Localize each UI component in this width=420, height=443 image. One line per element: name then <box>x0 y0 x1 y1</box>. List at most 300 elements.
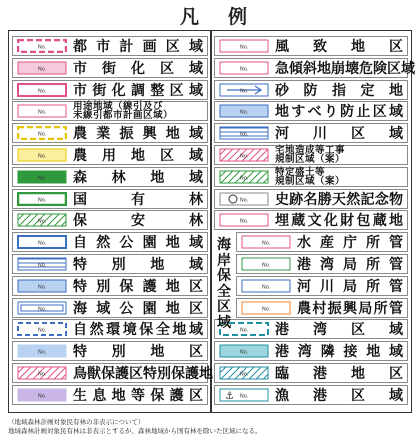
svg-text:No.: No. <box>38 131 47 138</box>
legend-label-char: 地 <box>150 257 165 273</box>
legend-label-char: 蔵 <box>291 213 306 230</box>
legend-swatch <box>219 344 269 358</box>
left-legend-row <box>12 145 208 165</box>
left-legend-row <box>12 101 208 121</box>
legend-label-char: 記 <box>360 191 375 208</box>
legend-label <box>73 277 203 295</box>
side-label-char: 区 <box>217 299 231 315</box>
legend-label-char: 崩 <box>331 60 345 77</box>
legend-label-char: 念 <box>374 191 389 208</box>
legend-label-char: 農 <box>73 126 87 143</box>
legend-label <box>73 124 203 142</box>
legend-label-char: 地 <box>275 104 289 121</box>
legend-label-char: 地 <box>199 366 213 382</box>
legend-swatch <box>241 301 291 315</box>
legend-label-char: 業 <box>96 126 111 143</box>
legend-label-char: 別 <box>111 344 126 361</box>
legend-label-char: 興 <box>342 300 357 317</box>
svg-text:No.: No. <box>240 393 249 400</box>
legend-swatch <box>219 148 269 162</box>
legend-label-char: 庁 <box>343 235 357 252</box>
legend-swatch <box>219 213 269 227</box>
legend-swatch <box>17 322 67 336</box>
legend-swatch <box>219 170 269 184</box>
footnote-text: 地域森林計画対象民有林は非表示とするが、森林地域から国有林を除いた区域になる。 <box>8 427 262 435</box>
legend-label-char: 河 <box>297 278 311 295</box>
legend-label-char: 域 <box>389 126 403 143</box>
right-legend-row <box>214 123 408 143</box>
legend-label-char: 定 <box>360 82 375 99</box>
legend-title-char-2: 例 <box>228 6 248 28</box>
legend-swatch <box>17 257 67 271</box>
legend-label-char: 区 <box>188 300 203 317</box>
legend-label-char: 名 <box>303 191 318 208</box>
legend-label-char: 保 <box>73 213 87 230</box>
right-legend-row <box>236 232 408 252</box>
legend-label-char: 隣 <box>320 344 335 361</box>
legend-label-char: 安 <box>131 213 145 230</box>
legend-label-char: べ <box>307 104 322 121</box>
legend-label-char: 農 <box>73 148 87 164</box>
legend-label-char: 砂 <box>275 82 289 99</box>
legend-label-char: 険 <box>373 60 387 77</box>
legend-label-char: 漁 <box>275 387 289 404</box>
right-legend-row <box>214 385 408 405</box>
legend-label <box>73 255 203 273</box>
legend-label-char: 自 <box>73 322 87 339</box>
legend-label-char: 保 <box>150 387 165 404</box>
legend-label <box>275 102 403 120</box>
left-legend-row <box>12 363 213 383</box>
legend-label <box>297 255 403 273</box>
legend-label-char: 域 <box>188 82 203 99</box>
legend-label <box>275 190 403 208</box>
legend-label-char: 園 <box>142 235 157 252</box>
legend-label-char: 致 <box>313 39 327 55</box>
legend-label-char: 興 <box>142 126 157 143</box>
legend-label-char: 用 <box>102 148 116 164</box>
left-legend-row <box>12 36 208 56</box>
legend-label-char: 特 <box>73 278 87 295</box>
svg-text:No.: No. <box>38 306 47 313</box>
legend-label <box>73 233 203 251</box>
legend-label-char: 化 <box>131 60 145 77</box>
legend-label-char: 地 <box>388 213 403 230</box>
legend-label-char: 所 <box>373 300 388 317</box>
svg-text:⚓: ⚓ <box>225 390 234 402</box>
left-legend-row <box>12 80 208 100</box>
legend-label <box>73 320 203 338</box>
left-legend-row <box>12 276 208 296</box>
svg-text:No.: No. <box>38 393 47 400</box>
svg-text:No.: No. <box>262 262 271 269</box>
legend-label-char: 地 <box>172 322 187 339</box>
legend-label <box>275 146 403 164</box>
legend-label-char: 域 <box>389 322 403 339</box>
legend-label-char: 斜 <box>303 60 317 77</box>
legend-label-char: 防 <box>303 82 318 99</box>
legend-label-char: 止 <box>356 104 371 121</box>
legend-label-char: 地 <box>111 387 126 404</box>
legend-label-line: 特定盛土等 <box>275 166 326 178</box>
left-legend-row <box>12 123 208 143</box>
legend-label-char: 区 <box>351 322 365 339</box>
legend-label-char: 等 <box>130 387 145 404</box>
legend-label <box>73 364 213 382</box>
legend-label-char: 局 <box>343 278 357 295</box>
svg-text:No.: No. <box>240 175 249 182</box>
legend-label-char: 接 <box>343 344 358 361</box>
legend-label <box>297 233 403 251</box>
legend-label-char: 市 <box>96 39 111 55</box>
legend-swatch <box>219 366 269 380</box>
legend-label-char: 保 <box>171 366 185 382</box>
legend-label-char: 然 <box>346 191 361 208</box>
legend-swatch <box>17 126 67 140</box>
legend-label-line: 規制区域（案） <box>275 154 346 165</box>
legend-label-char: す <box>291 104 306 121</box>
legend-swatch <box>17 388 67 402</box>
side-label-char: 海 <box>217 237 231 253</box>
legend-label-char: 保 <box>139 322 154 339</box>
legend-title <box>0 0 420 26</box>
legend-label-char: 蔵 <box>372 213 387 230</box>
legend-label-char: 村 <box>312 300 327 317</box>
left-legend-row <box>12 167 208 187</box>
svg-text:No.: No. <box>38 284 47 291</box>
legend-swatch <box>17 170 67 184</box>
footnote-heading: （地域森林計画対象民有林の非表示について） <box>8 418 145 426</box>
legend-swatch <box>17 192 67 206</box>
legend-label-char: 護 <box>115 366 129 382</box>
legend-label-char: 川 <box>320 278 334 295</box>
legend-label <box>73 37 203 55</box>
legend-label-char: 区 <box>160 60 174 77</box>
legend-label-char: 都 <box>73 39 87 55</box>
legend-label-char: 地 <box>150 344 165 361</box>
legend-label-char: 跡 <box>289 191 304 208</box>
legend-label-line: 宅地造成等工事 <box>275 145 346 156</box>
legend-label-char: 域 <box>189 60 203 77</box>
legend-label-char: 風 <box>275 39 289 55</box>
legend-label-char: 財 <box>340 213 355 230</box>
legend-label <box>73 342 203 360</box>
legend-label-char: 埋 <box>275 213 289 230</box>
legend-label-char: 域 <box>188 169 203 186</box>
left-legend-row <box>12 385 208 405</box>
svg-text:No.: No. <box>240 131 249 138</box>
legend-label-char: 物 <box>389 191 403 208</box>
legend-label-char: 勝 <box>317 191 332 208</box>
legend-label-char: 区 <box>188 344 203 361</box>
svg-text:No.: No. <box>262 284 271 291</box>
legend-label-char: 包 <box>356 213 371 230</box>
legend-label-char: 市 <box>73 82 87 99</box>
legend-label-char: 計 <box>119 39 134 55</box>
right-legend-row <box>236 276 408 296</box>
legend-label-char: 所 <box>366 257 380 273</box>
svg-text:No.: No. <box>240 44 249 51</box>
legend-swatch <box>241 257 291 271</box>
legend-label-char: 管 <box>389 257 403 273</box>
legend-label-char: 護 <box>169 387 184 404</box>
legend-label-char: 環 <box>106 322 121 339</box>
legend-label <box>275 59 415 77</box>
legend-label-char: 公 <box>119 235 134 252</box>
legend-label-char: 区 <box>387 60 401 77</box>
legend-label-char: 国 <box>73 191 87 208</box>
svg-text:No.: No. <box>38 153 47 160</box>
legend-label-char: 区 <box>129 366 143 382</box>
legend-label-char: 特 <box>73 257 87 273</box>
legend-label-char: 河 <box>275 126 289 143</box>
svg-text:No.: No. <box>262 240 271 247</box>
right-legend-row <box>214 101 408 121</box>
legend-label-char: 指 <box>332 82 346 99</box>
legend-label-char: 史 <box>275 191 289 208</box>
legend-label-line: 未線引都市計画区域） <box>73 110 174 122</box>
right-legend-row <box>214 319 408 339</box>
right-legend-row <box>214 167 408 187</box>
legend-swatch <box>17 235 67 249</box>
legend-label-char: 息 <box>92 387 107 404</box>
legend-label-char: 域 <box>189 148 203 164</box>
legend-label-char: 地 <box>165 300 180 317</box>
svg-text:No.: No. <box>38 44 47 51</box>
legend-swatch <box>219 388 269 402</box>
svg-text:No.: No. <box>38 175 47 182</box>
svg-text:No.: No. <box>38 349 47 356</box>
legend-label <box>73 102 203 120</box>
legend-label-char: 区 <box>351 387 365 404</box>
legend-label-char: 地 <box>131 148 145 164</box>
svg-text:No.: No. <box>240 153 249 160</box>
legend-label-char: 森 <box>73 169 87 186</box>
legend-label-char: 護 <box>142 278 157 295</box>
svg-text:No.: No. <box>38 327 47 334</box>
legend-label-char: 区 <box>169 82 184 99</box>
legend-label-char: 域 <box>188 257 203 273</box>
right-legend-row <box>236 254 408 274</box>
svg-text:No.: No. <box>240 218 249 225</box>
right-legend-row <box>214 189 408 209</box>
legend-label-char: 管 <box>388 300 403 317</box>
legend-label-char: 市 <box>73 60 87 77</box>
legend-label-char: 区 <box>372 104 387 121</box>
legend-label-char: 特 <box>73 344 87 361</box>
legend-label-char: 急 <box>275 60 289 77</box>
legend-swatch <box>219 192 269 206</box>
svg-text:No.: No. <box>38 371 47 378</box>
legend-label-char: 域 <box>188 39 203 55</box>
column-divider <box>210 30 212 413</box>
svg-text:No.: No. <box>240 197 249 204</box>
legend-swatch <box>17 148 67 162</box>
svg-text:No.: No. <box>38 66 47 73</box>
legend-label-char: 地 <box>317 60 331 77</box>
legend-label-char: 港 <box>313 387 327 404</box>
legend-label-char: 境 <box>122 322 137 339</box>
legend-label-char: 区 <box>188 278 203 295</box>
legend-label-char: 地 <box>351 39 365 55</box>
legend-swatch <box>17 366 67 380</box>
left-legend-row <box>12 189 208 209</box>
legend-label-char: 別 <box>157 366 171 382</box>
legend-label-char: 農 <box>297 300 311 317</box>
legend-label-char: 保 <box>101 366 115 382</box>
legend-label-char: 整 <box>150 82 165 99</box>
legend-label-char: 別 <box>111 257 126 273</box>
legend-label <box>297 277 403 295</box>
legend-swatch <box>17 39 67 53</box>
svg-text:No.: No. <box>38 218 47 225</box>
legend-label-char: り <box>323 104 338 121</box>
legend-label-char: 域 <box>188 322 203 339</box>
legend-swatch <box>219 39 269 53</box>
svg-text:No.: No. <box>262 306 271 313</box>
legend-swatch <box>17 279 67 293</box>
legend-label <box>297 299 403 317</box>
legend-label-char: 域 <box>188 126 203 143</box>
legend-label <box>275 168 403 186</box>
svg-text:No.: No. <box>38 197 47 204</box>
legend-label <box>275 37 403 55</box>
legend-swatch <box>17 344 67 358</box>
legend-label <box>275 342 403 360</box>
legend-label-char: 壊 <box>345 60 359 77</box>
legend-label-char: 臨 <box>275 366 289 382</box>
legend-label-char: 区 <box>188 387 203 404</box>
legend-label-char: 調 <box>130 82 145 99</box>
legend-label <box>275 81 403 99</box>
left-legend-row <box>12 58 208 78</box>
legend-label-char: 区 <box>351 126 365 143</box>
right-legend-row <box>214 80 408 100</box>
legend-label-char: 林 <box>111 169 126 186</box>
legend-label-char: 域 <box>96 300 111 317</box>
legend-swatch <box>17 213 67 227</box>
legend-label-char: 所 <box>366 235 380 252</box>
legend-label <box>73 211 203 229</box>
legend-label-char: 有 <box>131 191 145 208</box>
side-label-char: 域 <box>217 314 231 331</box>
legend-label-char: 文 <box>307 213 322 230</box>
right-legend-row <box>214 341 408 361</box>
legend-label-char: 然 <box>89 322 104 339</box>
svg-text:No.: No. <box>38 262 47 269</box>
legend-label <box>73 299 203 317</box>
legend-label-char: 自 <box>73 235 87 252</box>
legend-label <box>275 124 403 142</box>
right-legend-row <box>214 363 408 383</box>
right-legend-row <box>214 58 415 78</box>
legend-label-char: 画 <box>142 39 157 55</box>
legend-label-char: 街 <box>92 82 107 99</box>
right-legend-row <box>236 298 408 318</box>
left-legend-row <box>12 319 208 339</box>
svg-text:No.: No. <box>240 109 249 116</box>
svg-text:No.: No. <box>240 327 249 334</box>
legend-label-char: 保 <box>119 278 134 295</box>
legend-label-char: 川 <box>313 126 327 143</box>
svg-text:No.: No. <box>38 88 47 95</box>
legend-label <box>275 386 403 404</box>
legend-label-char: 林 <box>189 213 203 230</box>
svg-text:No.: No. <box>240 88 249 95</box>
legend-label-char: 管 <box>389 235 403 252</box>
legend-label-line: 用途地域（線引及び <box>73 101 164 113</box>
legend-label-char: 港 <box>297 257 311 273</box>
legend-label-char: 振 <box>327 300 342 317</box>
legend-label-char: 然 <box>96 235 111 252</box>
legend-label-char: 域 <box>388 344 403 361</box>
legend-label-char: 地 <box>165 126 180 143</box>
legend-swatch <box>219 126 269 140</box>
side-label-char: 岸 <box>217 252 231 269</box>
legend-label-char: 湾 <box>297 344 312 361</box>
legend-label-char: 護 <box>185 366 199 382</box>
legend-label-char: 街 <box>102 60 116 77</box>
side-label-char: 保 <box>217 268 231 284</box>
legend-label-char: 域 <box>389 387 403 404</box>
right-legend-row <box>214 36 408 56</box>
legend-label-char: 湾 <box>320 257 334 273</box>
legend-swatch <box>241 279 291 293</box>
footnotes <box>8 418 262 436</box>
legend-swatch <box>17 104 67 118</box>
legend-label-char: 域 <box>188 235 203 252</box>
legend-label-char: 域 <box>388 104 403 121</box>
legend-swatch <box>219 61 269 75</box>
legend-label <box>73 59 203 77</box>
legend-label-char: 地 <box>150 169 165 186</box>
legend-swatch <box>17 301 67 315</box>
left-legend-row <box>12 210 208 230</box>
legend-label-line: 規制区域（案） <box>275 175 346 187</box>
legend-label-char: 地 <box>351 366 365 382</box>
legend-label-char: 園 <box>142 300 157 317</box>
legend-label-char: 鳥 <box>73 366 87 382</box>
legend-label-char: 港 <box>275 344 289 361</box>
legend-label-char: 化 <box>111 82 126 99</box>
legend-label-char: 所 <box>366 278 380 295</box>
legend-label-char: 別 <box>96 278 111 295</box>
legend-label-char: 港 <box>313 366 327 382</box>
legend-swatch <box>219 83 269 97</box>
svg-text:No.: No. <box>240 349 249 356</box>
legend-label-char: 港 <box>275 322 289 339</box>
right-legend-row <box>214 145 408 165</box>
svg-text:No.: No. <box>240 66 249 73</box>
legend-label-char: 区 <box>160 148 174 164</box>
left-legend-row <box>12 298 208 318</box>
legend-label-char: 地 <box>165 278 180 295</box>
legend-label-char: 危 <box>359 60 373 77</box>
legend-label-char: 公 <box>119 300 134 317</box>
legend-label-char: 地 <box>366 344 381 361</box>
legend-swatch <box>219 104 269 118</box>
legend-label-char: 域 <box>401 60 415 77</box>
legend-label-char: 水 <box>297 235 311 252</box>
legend-label-char: 防 <box>340 104 355 121</box>
left-legend-row <box>12 254 208 274</box>
legend-label-char: 特 <box>143 366 157 382</box>
left-legend-row <box>12 232 208 252</box>
legend-label-char: 全 <box>155 322 170 339</box>
legend-label <box>275 320 403 338</box>
legend-label-char: 地 <box>165 235 180 252</box>
left-legend-row <box>12 341 208 361</box>
